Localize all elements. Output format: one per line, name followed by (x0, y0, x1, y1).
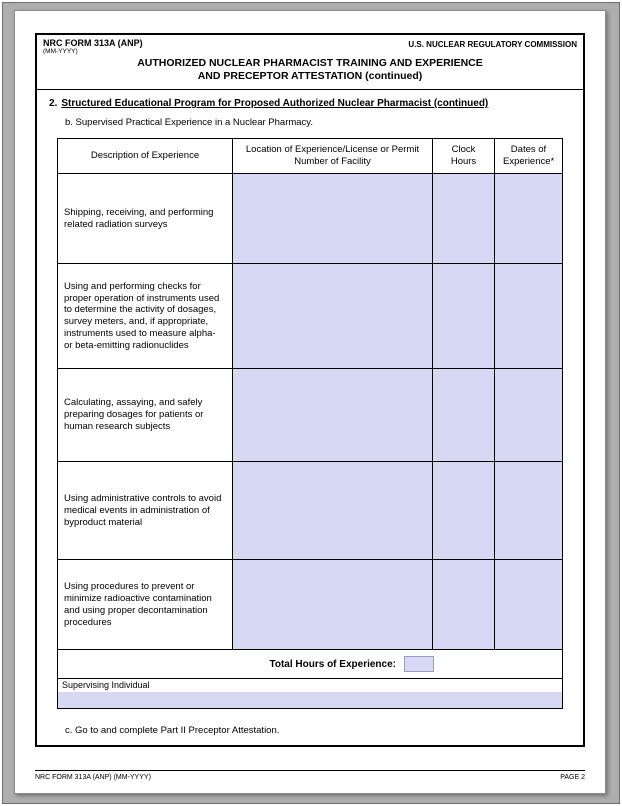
form-title-line2: AND PRECEPTOR ATTESTATION (continued) (197, 70, 423, 83)
form-header (37, 35, 583, 55)
form-page (14, 10, 606, 794)
clock-hours-input[interactable] (433, 369, 495, 462)
dates-input[interactable] (495, 174, 563, 264)
location-input[interactable] (233, 462, 433, 560)
section-number: 2. (49, 98, 58, 110)
experience-description: Shipping, receiving, and performing related radiation surveys (58, 174, 233, 264)
header-clock-hours: Clock Hours (433, 139, 495, 174)
dates-input[interactable] (495, 264, 563, 369)
agency-name: U.S. NUCLEAR REGULATORY COMMISSION (408, 40, 577, 49)
sub-item-b: b. Supervised Practical Experience in a Nuclear Pharmacy. (65, 117, 313, 129)
section-heading-text: Structured Educational Program for Proposed Authorized Nuclear Pharmacist (continued) (61, 98, 489, 110)
clock-hours-input[interactable] (433, 560, 495, 650)
experience-description: Calculating, assaying, and safely preparing dosages for patients or human research subjects (58, 369, 233, 462)
experience-description: Using and performing checks for proper operation of instruments used to determine the activity of dosages, survey meters, and, if appropriate, instruments used to measure alpha- or beta-emitting radionuclides (58, 264, 233, 369)
page-footer (35, 770, 585, 781)
section-2-heading (37, 90, 583, 109)
table-row (58, 264, 563, 369)
experience-table (57, 138, 563, 709)
form-title (37, 57, 583, 89)
supervising-individual-label: Supervising Individual (62, 680, 150, 691)
location-input[interactable] (233, 174, 433, 264)
dates-input[interactable] (495, 462, 563, 560)
experience-description: Using administrative controls to avoid medical events in administration of byproduct material (58, 462, 233, 560)
table-row (58, 560, 563, 650)
footer-page-number: PAGE 2 (560, 774, 585, 781)
clock-hours-input[interactable] (433, 264, 495, 369)
form-title-line1: AUTHORIZED NUCLEAR PHARMACIST TRAINING AND EXPERIENCE (137, 57, 483, 69)
form-number: NRC FORM 313A (ANP) (43, 38, 143, 48)
supervising-individual-input[interactable] (58, 692, 562, 708)
header-dates: Dates of Experience* (495, 139, 563, 174)
form-id-block (43, 38, 143, 55)
experience-description: Using procedures to prevent or minimize radioactive contamination and using proper decontamination procedures (58, 560, 233, 650)
table-row (58, 174, 563, 264)
location-input[interactable] (233, 264, 433, 369)
total-hours-input[interactable] (404, 656, 434, 672)
total-hours-row (58, 650, 563, 679)
dates-input[interactable] (495, 560, 563, 650)
location-input[interactable] (233, 369, 433, 462)
location-input[interactable] (233, 560, 433, 650)
clock-hours-input[interactable] (433, 174, 495, 264)
header-description: Description of Experience (58, 139, 233, 174)
footer-form-id: NRC FORM 313A (ANP) (MM-YYYY) (35, 774, 151, 781)
sub-item-c: c. Go to and complete Part II Preceptor Attestation. (65, 725, 280, 737)
clock-hours-input[interactable] (433, 462, 495, 560)
table-header-row (58, 139, 563, 174)
dates-input[interactable] (495, 369, 563, 462)
table-row (58, 369, 563, 462)
total-hours-label: Total Hours of Experience: (269, 658, 396, 670)
table-row (58, 462, 563, 560)
header-location: Location of Experience/License or Permit Number of Facility (233, 139, 433, 174)
form-revision-date: (MM-YYYY) (43, 48, 78, 55)
form-border-box (35, 33, 585, 747)
supervising-individual-row (58, 679, 563, 709)
